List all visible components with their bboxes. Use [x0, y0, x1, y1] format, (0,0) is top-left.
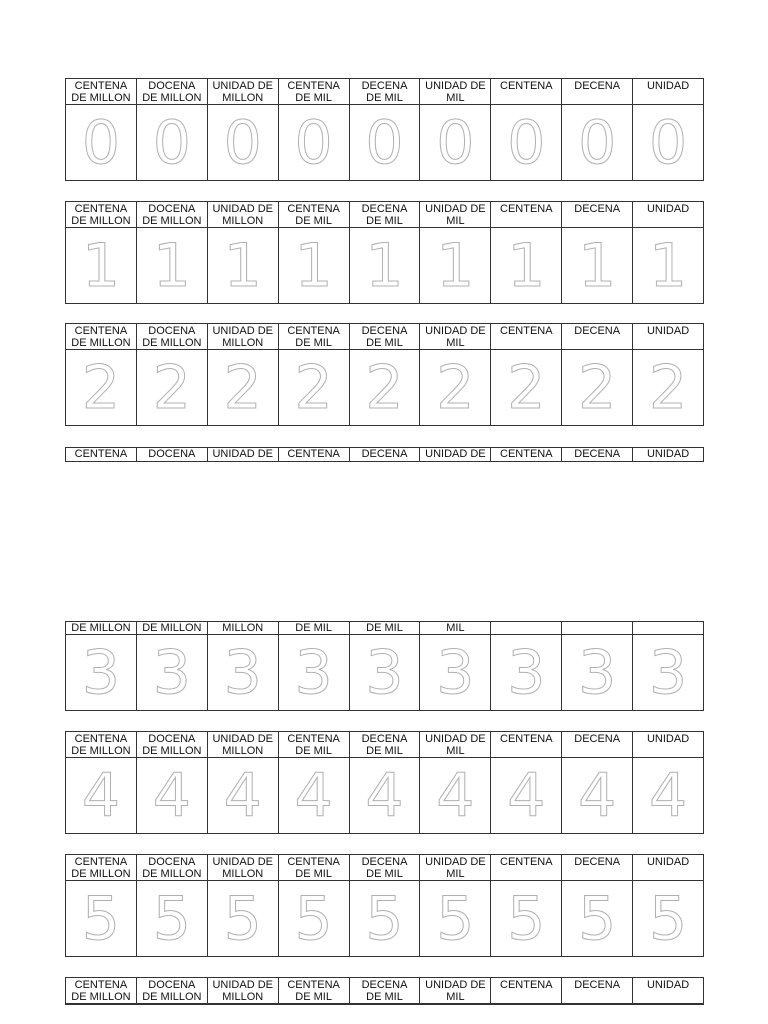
digit-row: [66, 228, 703, 303]
header-unidad: [632, 622, 703, 634]
outlined-digit: 4: [223, 760, 262, 831]
digit-cell: [207, 758, 278, 833]
digit-cell: [490, 635, 561, 710]
outlined-digit: 2: [223, 352, 262, 423]
digit-cell: [561, 105, 632, 180]
digit-cell: [349, 758, 420, 833]
header-centena-mil: CENTENA DE MIL: [278, 732, 349, 757]
digit-cell: [207, 881, 278, 956]
header-centena: CENTENA: [490, 324, 561, 349]
header-docena-millon: DOCENA DE MILLON: [136, 978, 207, 1003]
header-decena-mil: DECENA DE MIL: [349, 79, 420, 104]
digit-cell: [278, 350, 349, 425]
outlined-digit: 2: [365, 352, 404, 423]
outlined-digit: 3: [223, 637, 262, 708]
outlined-digit: 3: [578, 637, 617, 708]
outlined-digit: 3: [507, 637, 546, 708]
table-header-row: [66, 855, 703, 881]
digit-cell: [632, 228, 703, 303]
place-value-table-0: [65, 78, 704, 181]
digit-cell: [66, 758, 136, 833]
outlined-digit: 3: [81, 637, 121, 708]
outlined-digit: 5: [507, 883, 546, 954]
outlined-digit: 4: [81, 760, 121, 831]
header-unidad: UNIDAD: [632, 202, 703, 227]
digit-cell: [419, 105, 490, 180]
header-docena-millon: DOCENA DE MILLON: [136, 855, 207, 880]
digit-cell: [419, 881, 490, 956]
digit-cell: [419, 228, 490, 303]
outlined-digit: 1: [81, 230, 121, 301]
digit-cell: [632, 881, 703, 956]
table-header-row: [66, 79, 703, 105]
header-centena: [490, 622, 561, 634]
header-centena-mil: CENTENA: [278, 448, 349, 461]
header-unidad-millon: UNIDAD DE MILLON: [207, 202, 278, 227]
header-docena-millon: DOCENA DE MILLON: [136, 732, 207, 757]
outlined-digit: 5: [81, 883, 121, 954]
place-value-table-3-top: [65, 447, 704, 462]
outlined-digit: 2: [578, 352, 617, 423]
header-unidad-mil: UNIDAD DE MIL: [419, 202, 490, 227]
digit-cell: [349, 228, 420, 303]
outlined-digit: 1: [223, 230, 262, 301]
header-centena-millon: CENTENA DE MILLON: [71, 856, 131, 880]
header-docena-millon: DOCENA: [136, 448, 207, 461]
outlined-digit: 5: [365, 883, 404, 954]
digit-cell: [561, 350, 632, 425]
outlined-digit: 1: [648, 230, 688, 301]
place-value-table-6: [65, 977, 704, 1005]
header-unidad-mil: UNIDAD DE MIL: [419, 855, 490, 880]
outlined-digit: 5: [152, 883, 191, 954]
header-decena-mil: DECENA DE MIL: [349, 732, 420, 757]
place-value-table-4: [65, 731, 704, 834]
outlined-digit: 4: [294, 760, 333, 831]
header-decena: DECENA: [561, 855, 632, 880]
header-centena-mil: DE MIL: [278, 622, 349, 634]
header-centena-millon: CENTENA: [74, 448, 128, 460]
digit-cell: [561, 228, 632, 303]
header-unidad-mil: UNIDAD DE MIL: [419, 324, 490, 349]
outlined-digit: 0: [648, 107, 688, 178]
outlined-digit: 1: [365, 230, 404, 301]
outlined-digit: 3: [294, 637, 333, 708]
header-unidad-mil: UNIDAD DE MIL: [419, 978, 490, 1003]
outlined-digit: 2: [648, 352, 688, 423]
outlined-digit: 0: [152, 107, 191, 178]
digit-row: [66, 881, 703, 956]
outlined-digit: 0: [436, 107, 475, 178]
digit-row: [66, 758, 703, 833]
header-centena-millon: CENTENA DE MILLON: [71, 203, 131, 227]
header-docena-millon: DOCENA DE MILLON: [136, 324, 207, 349]
place-value-table-3: [65, 621, 704, 711]
outlined-digit: 2: [507, 352, 546, 423]
outlined-digit: 3: [648, 637, 688, 708]
outlined-digit: 1: [507, 230, 546, 301]
outlined-digit: 4: [152, 760, 191, 831]
outlined-digit: 4: [578, 760, 617, 831]
place-value-table-1: [65, 201, 704, 304]
header-unidad-millon: UNIDAD DE MILLON: [207, 978, 278, 1003]
digit-cell: [349, 105, 420, 180]
digit-cell: [136, 105, 207, 180]
header-centena-millon: DE MILLON: [71, 622, 131, 634]
header-decena-mil: DECENA DE MIL: [349, 855, 420, 880]
table-header-row-continued: [66, 622, 703, 635]
header-unidad-millon: UNIDAD DE MILLON: [207, 79, 278, 104]
place-value-table-2: [65, 323, 704, 426]
table-header-row: [66, 324, 703, 350]
digit-cell: [66, 881, 136, 956]
header-docena-millon: DOCENA DE MILLON: [136, 202, 207, 227]
header-unidad: UNIDAD: [632, 324, 703, 349]
header-centena-mil: CENTENA DE MIL: [278, 978, 349, 1003]
header-unidad-millon: UNIDAD DE MILLON: [207, 324, 278, 349]
digit-cell: [66, 350, 136, 425]
header-unidad-millon: UNIDAD DE: [207, 448, 278, 461]
digit-cell: [278, 105, 349, 180]
digit-row: [66, 105, 703, 180]
outlined-digit: 0: [578, 107, 617, 178]
table-header-row: [66, 448, 703, 461]
header-centena: CENTENA: [490, 202, 561, 227]
header-unidad-mil: UNIDAD DE MIL: [419, 79, 490, 104]
outlined-digit: 3: [152, 637, 191, 708]
digit-cell: [561, 881, 632, 956]
digit-cell: [278, 228, 349, 303]
outlined-digit: 5: [436, 883, 475, 954]
digit-cell: [490, 350, 561, 425]
outlined-digit: 2: [81, 352, 121, 423]
digit-cell: [207, 105, 278, 180]
digit-cell: [66, 105, 136, 180]
header-decena-mil: DECENA DE MIL: [349, 202, 420, 227]
header-centena-millon: CENTENA DE MILLON: [71, 80, 131, 104]
digit-row: [66, 635, 703, 710]
header-centena: CENTENA: [490, 855, 561, 880]
digit-cell: [207, 635, 278, 710]
header-docena-millon: DE MILLON: [136, 622, 207, 634]
outlined-digit: 4: [436, 760, 475, 831]
digit-cell: [349, 635, 420, 710]
header-decena-mil: DECENA DE MIL: [349, 978, 420, 1003]
header-unidad: UNIDAD: [632, 855, 703, 880]
digit-row: [66, 350, 703, 425]
header-unidad-millon: MILLON: [207, 622, 278, 634]
header-decena: DECENA: [561, 202, 632, 227]
outlined-digit: 0: [294, 107, 333, 178]
outlined-digit: 0: [365, 107, 404, 178]
digit-cell: [419, 635, 490, 710]
digit-cell: [278, 881, 349, 956]
outlined-digit: 2: [436, 352, 475, 423]
header-unidad: UNIDAD: [632, 732, 703, 757]
header-centena: CENTENA: [490, 732, 561, 757]
digit-cell: [632, 758, 703, 833]
digit-cell: [136, 881, 207, 956]
outlined-digit: 2: [152, 352, 191, 423]
table-header-row: [66, 732, 703, 758]
digit-cell: [66, 635, 136, 710]
header-centena-millon: CENTENA DE MILLON: [71, 979, 131, 1003]
outlined-digit: 4: [648, 760, 688, 831]
outlined-digit: 2: [294, 352, 333, 423]
outlined-digit: 1: [152, 230, 191, 301]
digit-cell: [419, 350, 490, 425]
header-centena-mil: CENTENA DE MIL: [278, 324, 349, 349]
header-centena-mil: CENTENA DE MIL: [278, 855, 349, 880]
header-docena-millon: DOCENA DE MILLON: [136, 79, 207, 104]
outlined-digit: 5: [294, 883, 333, 954]
outlined-digit: 4: [507, 760, 546, 831]
digit-cell: [419, 758, 490, 833]
header-centena: CENTENA: [490, 978, 561, 1003]
digit-cell: [207, 350, 278, 425]
header-unidad-millon: UNIDAD DE MILLON: [207, 732, 278, 757]
digit-cell: [490, 881, 561, 956]
header-unidad: UNIDAD: [632, 79, 703, 104]
header-decena-mil: DECENA DE MIL: [349, 324, 420, 349]
digit-cell: [349, 350, 420, 425]
digit-cell: [278, 635, 349, 710]
table-header-row: [66, 202, 703, 228]
header-unidad: UNIDAD: [632, 978, 703, 1003]
digit-cell: [136, 228, 207, 303]
outlined-digit: 0: [223, 107, 262, 178]
outlined-digit: 3: [365, 637, 404, 708]
digit-cell: [207, 228, 278, 303]
outlined-digit: 1: [436, 230, 475, 301]
digit-cell: [490, 758, 561, 833]
digit-cell: [349, 881, 420, 956]
outlined-digit: 5: [648, 883, 688, 954]
outlined-digit: 5: [578, 883, 617, 954]
digit-cell: [278, 758, 349, 833]
place-value-table-5: [65, 854, 704, 957]
digit-cell: [490, 105, 561, 180]
header-centena: CENTENA: [490, 79, 561, 104]
header-centena: CENTENA: [490, 448, 561, 461]
header-centena-millon: CENTENA DE MILLON: [71, 733, 131, 757]
digit-cell: [136, 635, 207, 710]
outlined-digit: 1: [294, 230, 333, 301]
digit-cell: [561, 635, 632, 710]
header-unidad-mil: UNIDAD DE: [419, 448, 490, 461]
header-unidad: UNIDAD: [632, 448, 703, 461]
digit-cell: [136, 350, 207, 425]
outlined-digit: 4: [365, 760, 404, 831]
header-centena-millon: CENTENA DE MILLON: [71, 325, 131, 349]
header-unidad-millon: UNIDAD DE MILLON: [207, 855, 278, 880]
header-centena-mil: CENTENA DE MIL: [278, 202, 349, 227]
table-header-row: [66, 978, 703, 1004]
header-decena: [561, 622, 632, 634]
header-unidad-mil: UNIDAD DE MIL: [419, 732, 490, 757]
digit-cell: [66, 228, 136, 303]
header-decena-mil: DE MIL: [349, 622, 420, 634]
digit-cell: [561, 758, 632, 833]
outlined-digit: 0: [81, 107, 121, 178]
digit-cell: [490, 228, 561, 303]
outlined-digit: 5: [223, 883, 262, 954]
header-decena: DECENA: [561, 79, 632, 104]
digit-cell: [136, 758, 207, 833]
outlined-digit: 3: [436, 637, 475, 708]
header-decena: DECENA: [561, 448, 632, 461]
outlined-digit: 1: [578, 230, 617, 301]
header-decena: DECENA: [561, 324, 632, 349]
header-decena-mil: DECENA: [349, 448, 420, 461]
header-centena-mil: CENTENA DE MIL: [278, 79, 349, 104]
outlined-digit: 0: [507, 107, 546, 178]
digit-cell: [632, 350, 703, 425]
digit-cell: [632, 105, 703, 180]
header-decena: DECENA: [561, 978, 632, 1003]
header-decena: DECENA: [561, 732, 632, 757]
digit-cell: [632, 635, 703, 710]
header-unidad-mil: MIL: [419, 622, 490, 634]
